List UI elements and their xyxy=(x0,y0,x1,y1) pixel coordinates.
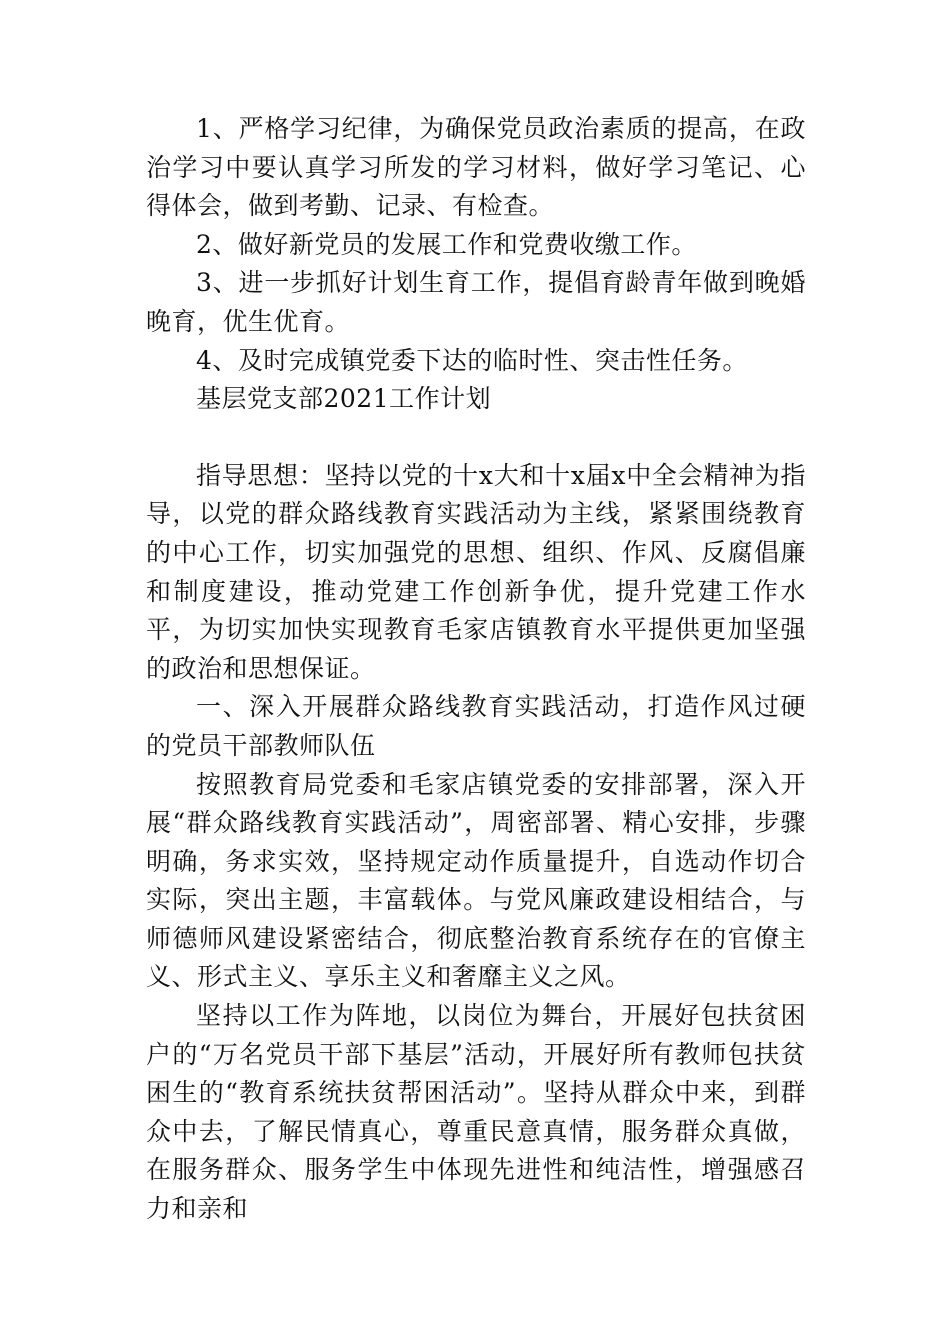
paragraph-deployment: 按照教育局党委和毛家店镇党委的安排部署，深入开展“群众路线教育实践活动”，周密部署、精心安排，步骤明确，务求实效，坚持规定动作质量提升，自选动作切合实际，突出主题，丰富载体。与党风廉政建设相结合，与师德师风建设紧密结合，彻底整治教育系统存在的官僚主义、形式主义、享乐主义和奢靡主义之风。 xyxy=(146,769,806,992)
paragraph-family-planning: 3、进一步抓好计划生育工作，提倡育龄青年做到晚婚晚育，优生优育。 xyxy=(146,268,806,336)
document-body xyxy=(146,110,806,1229)
paragraph-member-development: 2、做好新党员的发展工作和党费收缴工作。 xyxy=(196,229,697,259)
paragraph-guiding-ideology: 指导思想：坚持以党的十x大和十x届x中全会精神为指导，以党的群众路线教育实践活动为主线，紧紧围绕教育的中心工作，切实加强党的思想、组织、作风、反腐倡廉和制度建设，推动党建工作创新争优，提升党建工作水平，为切实加快实现教育毛家店镇教育水平提供更加坚强的政治和思想保证。 xyxy=(146,460,806,683)
paragraph-temporary-tasks: 4、及时完成镇党委下达的临时性、突击性任务。 xyxy=(196,345,748,375)
paragraph-study-discipline: 1、严格学习纪律，为确保党员政治素质的提高，在政治学习中要认真学习所发的学习材料，做好学习笔记、心得体会，做到考勤、记录、有检查。 xyxy=(146,114,806,221)
paragraph-work-position: 坚持以工作为阵地，以岗位为舞台，开展好包扶贫困户的“万名党员干部下基层”活动，开展好所有教师包扶贫困生的“教育系统扶贫帮困活动”。坚持从群众中来，到群众中去，了解民情真心，尊重民意真情，服务群众真做，在服务群众、服务学生中体现先进性和纯洁性，增强感召力和亲和 xyxy=(146,1001,806,1224)
paragraph-gap xyxy=(146,419,806,457)
section-heading-one: 一、深入开展群众路线教育实践活动，打造作风过硬的党员干部教师队伍 xyxy=(146,692,806,760)
document-section-title: 基层党支部2021工作计划 xyxy=(196,384,492,414)
